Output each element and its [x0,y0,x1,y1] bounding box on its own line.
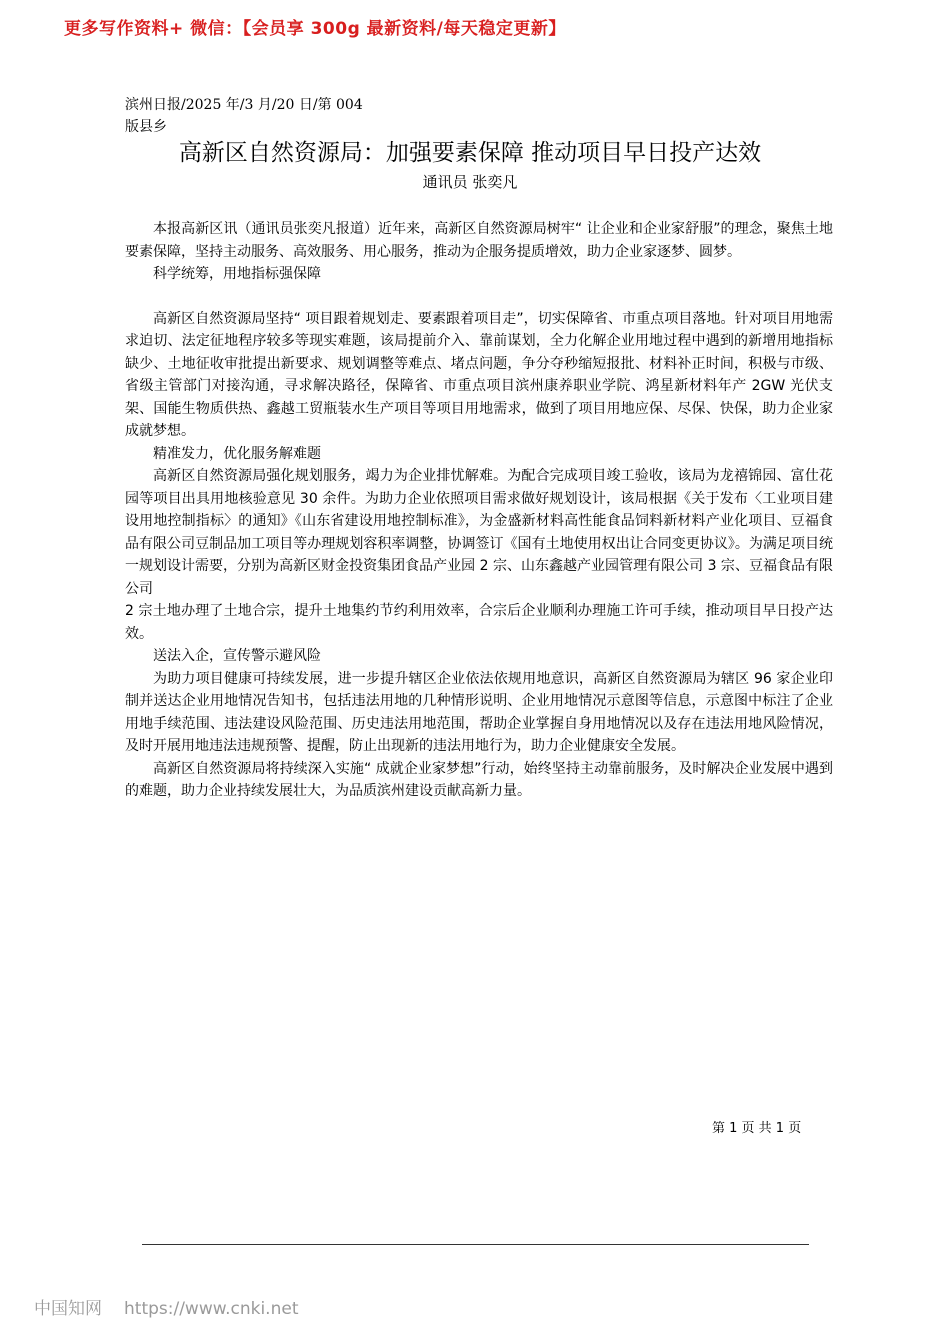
paragraph-law: 为助力项目健康可持续发展，进一步提升辖区企业依法依规用地意识，高新区自然资源局为辖区 96 家企业印制并送达企业用地情况告知书，包括违法用地的几种情形说明、企业用地情况示意图等信息，示意图中标注了企业用地手续范围、违法建设风险范围、历史违法用地范围，帮助企业掌握自身用地情况以及存在违法用地风险情况，及时开展用地违法违规预警、提醒，防止出现新的违法用地行为，助力企业健康安全发展。 [125,670,833,754]
footer-divider [142,1244,809,1245]
paragraph-service: 高新区自然资源局强化规划服务，竭力为企业排忧解难。为配合完成项目竣工验收，该局为龙禧锦园、富仕花园等项目出具用地核验意见 30 余件。为助力企业依照项目需求做好规划设计，该局根据《关于发布〈工业项目建设用地控制指标〉的通知》《山东省建设用地控制标准》，为金盛新材料高性能食品饲料新材料产业化项目、豆福食品有限公司豆制品加工项目等办理规划容积率调整，协调签订《国有土地使用权出让合同变更协议》。为满足项目统一规划设计需要，分别为高新区财金投资集团食品产业园 2 宗、山东鑫越产业园管理有限公司 3 宗、豆福食品有限公司 [125,468,833,597]
cnki-watermark [34,1294,298,1319]
paragraph-intro: 本报高新区讯（通讯员张奕凡报道）近年来，高新区自然资源局树牢“ 让企业和企业家舒服”的理念，聚焦土地要素保障，坚持主动服务、高效服务、用心服务，推动为企服务提质增效，助力企业家逐梦、圆梦。 [125,221,833,260]
source-line: 滨州日报/2025 年/3 月/20 日/第 004 [125,97,363,113]
promo-banner: 更多写作资料+ 微信：【会员享 300g 最新资料/每天稳定更新】 [64,19,566,39]
paragraph-service-continued: 2 宗土地办理了土地合宗，提升土地集约节约利用效率，合宗后企业顺利办理施工许可手续，推动项目早日投产达效。 [125,603,833,642]
page-number: 第 1 页 共 1 页 [712,1121,802,1136]
section-heading-service: 精准发力，优化服务解难题 [153,445,321,462]
article-body [125,218,833,803]
section-heading-planning: 科学统筹，用地指标强保障 [153,266,321,282]
article-byline: 通讯员 张奕凡 [422,173,518,191]
article-title: 高新区自然资源局：加强要素保障 推动项目早日投产达效 [178,140,762,166]
section-heading-law: 送法入企，宣传警示避风险 [153,648,321,664]
paragraph-planning: 高新区自然资源局坚持“ 项目跟着规划走、要素跟着项目走”，切实保障省、市重点项目落地。针对项目用地需求迫切、法定征地程序较多等现实难题，该局提前介入、靠前谋划，全力化解企业用地过程中遇到的新增用地指标缺少、土地征收审批提出新要求、规划调整等难点、堵点问题，争分夺秒缩短报批、材料补正时间，积极与市级、省级主管部门对接沟通，寻求解决路径，保障省、市重点项目滨州康养职业学院、鸿星新材料年产 2GW 光伏支架、国能生物质供热、鑫越工贸瓶装水生产项目等项目用地需求，做到了项目用地应保、尽保、快保，助力企业家成就梦想。 [125,310,833,439]
section-line: 版县乡 [125,119,167,135]
watermark-name: 中国知网 [34,1299,102,1319]
watermark-url: https://www.cnki.net [124,1299,299,1319]
paragraph-closing: 高新区自然资源局将持续深入实施“ 成就企业家梦想”行动，始终坚持主动靠前服务，及时解决企业发展中遇到的难题，助力企业持续发展壮大，为品质滨州建设贡献高新力量。 [125,760,833,799]
